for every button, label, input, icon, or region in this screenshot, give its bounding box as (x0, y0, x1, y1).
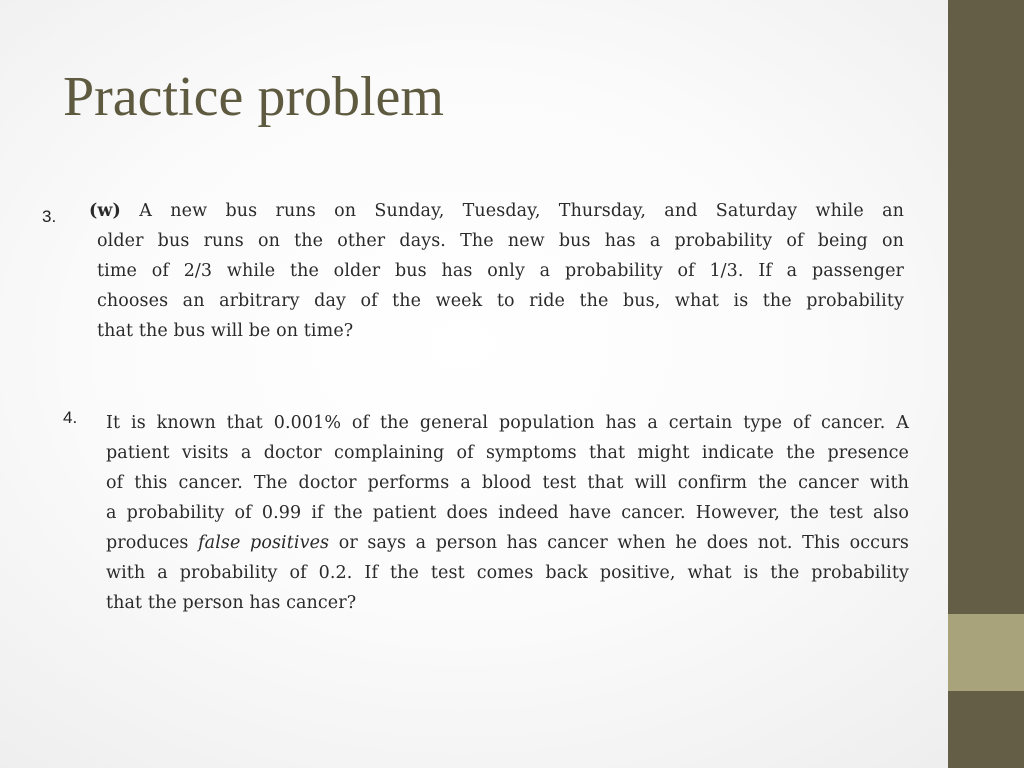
problem-number-4: 4. (63, 408, 78, 427)
problem-4-line-5-post: or says a person has cancer when he does not. This occurs (329, 533, 909, 553)
problem-3-line-5: that the bus will be on time? (97, 321, 354, 341)
problem-3-line-3: time of 2/3 while the older bus has only a probability of 1/3. If a passenger (97, 261, 904, 281)
problem-3-line-1-text: A new bus runs on Sunday, Tuesday, Thursday, and Saturday while an (139, 201, 904, 221)
problem-4-line-3: of this cancer. The doctor performs a blood test that will confirm the cancer with (106, 473, 909, 493)
sidebar-accent-block (948, 614, 1024, 691)
problem-4-line-1: It is known that 0.001% of the general population has a certain type of cancer. A (106, 413, 909, 433)
problem-4-line-7: that the person has cancer? (106, 593, 357, 613)
problem-4-line-6: with a probability of 0.2. If the test comes back positive, what is the probability (106, 563, 909, 583)
problem-3-line-4: chooses an arbitrary day of the week to ride the bus, what is the probability (97, 291, 904, 311)
slide-title: Practice problem (63, 66, 444, 128)
problem-4-line-5 (106, 528, 909, 558)
problem-3-text (89, 196, 904, 346)
problem-4-line-4: a probability of 0.99 if the patient does indeed have cancer. However, the test also (106, 503, 909, 523)
false-positives-emphasis: false positives (198, 533, 330, 553)
problem-4-line-2: patient visits a doctor complaining of symptoms that might indicate the presence (106, 443, 909, 463)
problem-4-text (106, 408, 909, 618)
problem-number-3: 3. (42, 207, 57, 226)
problem-4-line-5-pre: produces (106, 533, 199, 553)
problem-3-line-1 (89, 196, 904, 226)
problem-3-tag: (w) (89, 201, 121, 221)
problem-3-line-2: older bus runs on the other days. The new bus has a probability of being on (97, 231, 904, 251)
